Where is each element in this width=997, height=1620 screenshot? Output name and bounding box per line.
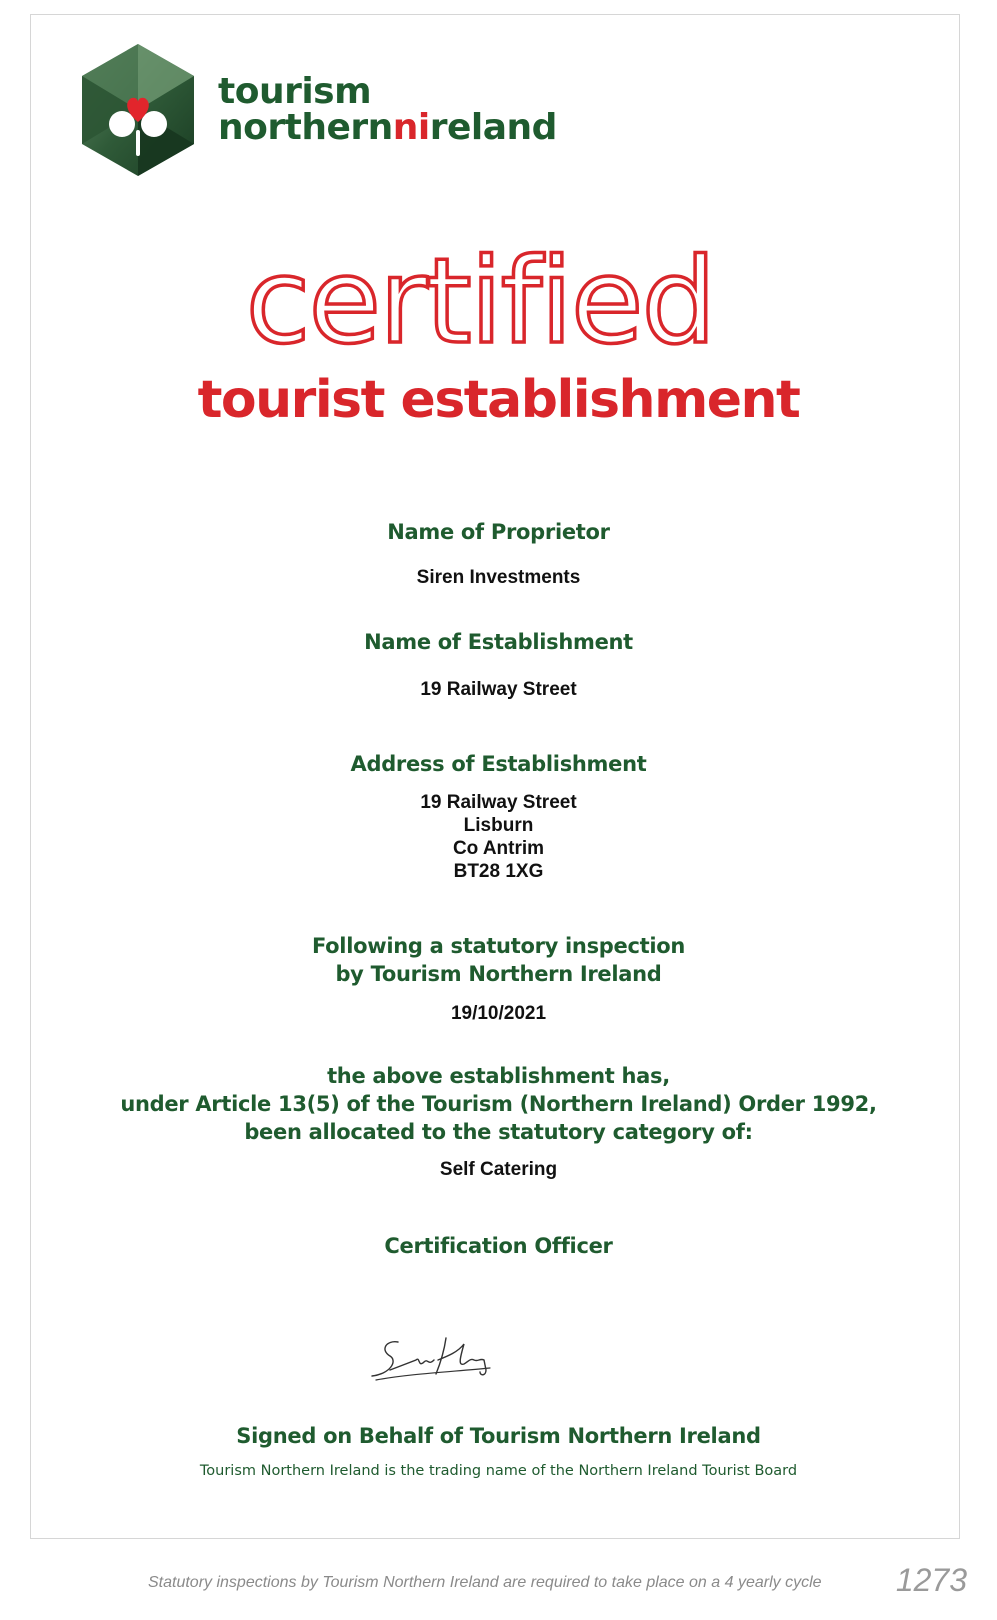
allocation-label-line: been allocated to the statutory category of: (244, 1120, 753, 1144)
inspection-label-line: Following a statutory inspection (311, 934, 686, 958)
proprietor-value: Siren Investments (416, 567, 581, 588)
inspection-label-line: by Tourism Northern Ireland (335, 962, 662, 986)
wordmark-northern: northern (218, 107, 393, 148)
address-line: BT28 1XG (453, 861, 544, 882)
address-block (0, 791, 997, 883)
address-label: Address of Establishment (350, 752, 647, 776)
wordmark-ni: ni (392, 107, 430, 148)
wordmark-reland: reland (429, 107, 557, 148)
inspection-label (0, 932, 997, 988)
proprietor-label: Name of Proprietor (387, 520, 610, 544)
address-line: 19 Railway Street (420, 792, 577, 813)
tourism-ni-wordmark (218, 71, 557, 148)
allocation-label (0, 1062, 997, 1146)
establishment-value: 19 Railway Street (420, 679, 577, 700)
subtitle-tourist-establishment: tourist establishment (197, 370, 800, 430)
inspection-date: 19/10/2021 (450, 1003, 547, 1024)
certified-heading (0, 230, 997, 380)
address-line: Co Antrim (452, 838, 545, 859)
trading-name-note: Tourism Northern Ireland is the trading name of the Northern Ireland Tourist Board (199, 1463, 798, 1479)
tourism-ni-logo-icon (78, 42, 198, 183)
certified-text: certified (245, 232, 715, 370)
signed-on-behalf-label: Signed on Behalf of Tourism Northern Ireland (236, 1424, 761, 1448)
establishment-label: Name of Establishment (364, 630, 633, 654)
wordmark-line-1: tourism (218, 71, 372, 112)
footer-inspection-note: Statutory inspections by Tourism Northern Ireland are required to take place on a 4 yearly cycle (148, 1574, 822, 1591)
officer-signature (368, 1330, 498, 1390)
address-line: Lisburn (463, 815, 534, 836)
category-value: Self Catering (439, 1159, 558, 1180)
page-number: 1273 (895, 1562, 967, 1598)
certification-officer-label: Certification Officer (384, 1234, 613, 1258)
wordmark-line-2 (218, 107, 557, 148)
allocation-label-line: under Article 13(5) of the Tourism (Northern Ireland) Order 1992, (120, 1092, 877, 1116)
allocation-label-line: the above establishment has, (327, 1064, 670, 1088)
